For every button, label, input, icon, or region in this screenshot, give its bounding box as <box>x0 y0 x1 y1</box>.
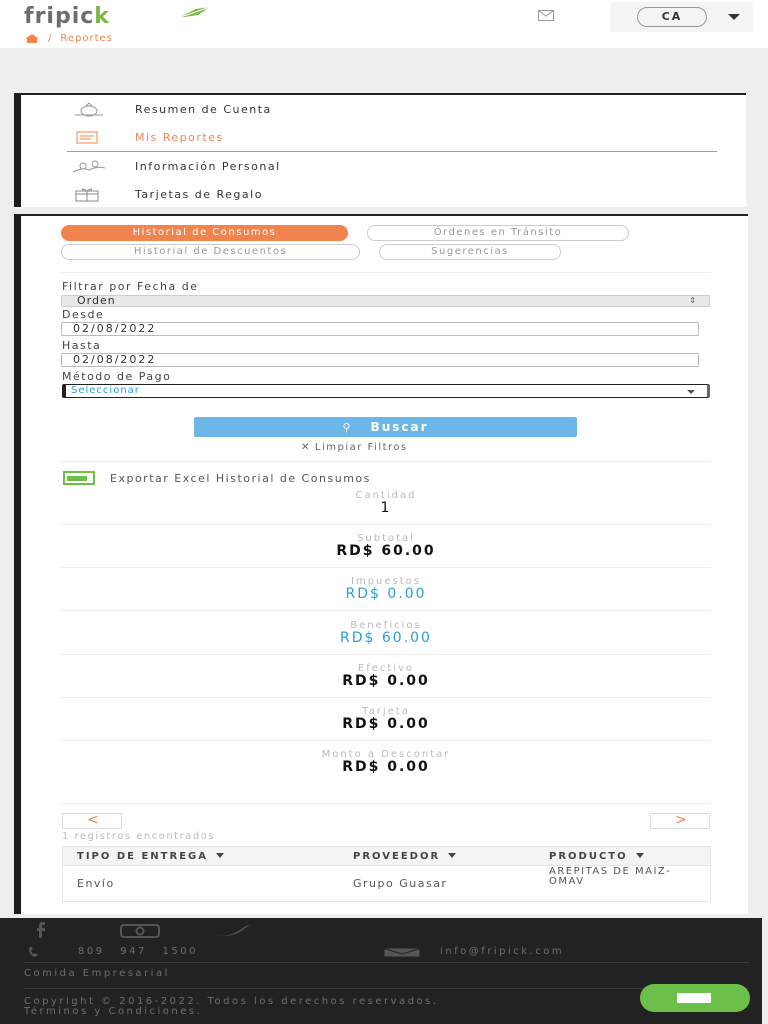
divider <box>61 610 711 611</box>
footer-copyright: Copyright © 2016-2022. Todos los derechos reservados. <box>24 996 439 1007</box>
menu-label: Mis Reportes <box>135 130 224 144</box>
reports-panel <box>14 214 748 914</box>
logo-k: k <box>94 4 110 29</box>
footer-divider <box>24 988 749 989</box>
email-icon <box>384 948 420 957</box>
twitter-icon[interactable] <box>214 924 254 938</box>
export-label: Exportar Excel Historial de Consumos <box>110 471 371 485</box>
tab-historial-consumos[interactable]: Historial de Consumos <box>61 225 348 241</box>
stat-value: RD$ 60.00 <box>336 543 436 559</box>
money-bag-icon <box>69 101 109 117</box>
desde-label: Desde <box>62 308 105 321</box>
footer-company-link[interactable]: Comida Empresarial <box>24 968 170 979</box>
menu-item-resumen[interactable] <box>69 101 272 117</box>
payment-method-value: Seleccionar <box>71 385 140 396</box>
instagram-icon[interactable] <box>120 924 160 938</box>
stat-value: RD$ 0.00 <box>342 716 430 732</box>
th-label: PRODUCTO <box>549 851 628 862</box>
stat-value: RD$ 0.00 <box>342 673 430 689</box>
th-proveedor[interactable] <box>353 851 456 862</box>
menu-label: Tarjetas de Regalo <box>135 187 263 201</box>
payment-method-select[interactable] <box>62 384 710 398</box>
stat-label: Impuestos <box>351 576 421 587</box>
users-icon <box>69 158 109 174</box>
divider <box>61 272 711 273</box>
updown-icon: ⇕ <box>689 296 697 305</box>
next-page-button[interactable]: > <box>650 813 710 829</box>
menu-item-reportes[interactable] <box>69 129 224 145</box>
active-underline <box>67 151 717 152</box>
desde-input[interactable]: 02/08/2022 <box>61 322 699 336</box>
stat-value: RD$ 0.00 <box>345 586 427 602</box>
gift-icon <box>69 186 109 202</box>
divider <box>61 524 711 525</box>
records-count: 1 registros encontrados <box>62 831 216 842</box>
sort-icon <box>216 853 224 858</box>
divider <box>61 697 711 698</box>
report-icon <box>69 129 109 145</box>
header <box>0 0 768 48</box>
hasta-label: Hasta <box>62 339 102 352</box>
cell-tipo-entrega: Envío <box>77 877 115 890</box>
menu-item-tarjetas[interactable] <box>69 186 263 202</box>
language-selector[interactable] <box>610 2 753 32</box>
caret-down-icon <box>687 390 695 394</box>
caret-down-icon <box>728 14 740 20</box>
search-button[interactable] <box>194 417 577 437</box>
breadcrumb <box>24 33 113 44</box>
th-producto[interactable] <box>549 851 644 862</box>
stat-label: Subtotal <box>357 533 415 544</box>
phone-icon <box>27 946 47 958</box>
footer <box>0 918 762 1024</box>
th-tipo-entrega[interactable] <box>77 851 224 862</box>
cell-producto: AREPITAS DE MAIZ-OMAV <box>549 866 672 887</box>
logo[interactable] <box>24 4 110 29</box>
menu-label: Información Personal <box>135 159 281 173</box>
stat-label: Monto a Descontar <box>321 749 451 760</box>
payment-method-label: Método de Pago <box>62 370 172 383</box>
excel-icon <box>63 471 95 485</box>
stat-label: Beneficios <box>350 620 422 631</box>
divider <box>61 567 711 568</box>
tab-historial-descuentos[interactable]: Historial de Descuentos <box>61 244 360 260</box>
th-label: PROVEEDOR <box>353 851 441 862</box>
table-row[interactable] <box>62 866 711 902</box>
chat-bubble-icon <box>677 993 711 1003</box>
tab-sugerencias[interactable]: Sugerencias <box>379 244 561 260</box>
stat-value: 1 <box>380 500 392 516</box>
footer-terms-link[interactable]: Términos y Condiciones. <box>24 1006 203 1017</box>
chat-button[interactable] <box>640 984 750 1012</box>
filter-date-select[interactable] <box>61 295 710 307</box>
hasta-input[interactable]: 02/08/2022 <box>61 353 699 367</box>
th-label: TIPO DE ENTREGA <box>77 851 208 862</box>
account-menu <box>14 93 746 207</box>
tab-ordenes-transito[interactable]: Órdenes en Tránsito <box>367 225 629 241</box>
clear-filters-button[interactable] <box>301 442 408 453</box>
prev-page-button[interactable]: < <box>62 813 122 829</box>
leaf-icon <box>176 5 212 19</box>
stat-label: Tarjeta <box>362 706 410 717</box>
facebook-icon[interactable] <box>34 922 48 938</box>
breadcrumb-separator: / <box>48 33 53 44</box>
footer-email[interactable]: info@fripick.com <box>440 946 565 957</box>
clear-filters-label: Limpiar Filtros <box>314 442 408 453</box>
cell-proveedor: Grupo Guasar <box>353 877 448 890</box>
stat-value: RD$ 60.00 <box>340 630 432 646</box>
menu-label: Resumen de Cuenta <box>135 102 272 116</box>
export-excel-link[interactable] <box>63 471 371 485</box>
stat-value: RD$ 0.00 <box>342 759 430 775</box>
filter-date-value: Orden <box>77 294 116 307</box>
stat-label: Efectivo <box>357 663 415 674</box>
sort-icon <box>448 853 456 858</box>
menu-item-info-personal[interactable] <box>69 158 281 174</box>
search-button-label: Buscar <box>370 420 429 434</box>
close-icon: ✕ <box>301 442 311 453</box>
divider <box>61 740 711 741</box>
divider <box>61 461 711 462</box>
search-icon: ⚲ <box>342 421 353 434</box>
mail-icon[interactable] <box>538 10 554 21</box>
footer-phone[interactable]: 809 947 1500 <box>78 946 198 957</box>
sort-icon <box>636 853 644 858</box>
divider <box>61 803 711 804</box>
home-icon[interactable] <box>24 33 40 44</box>
filter-date-label: Filtrar por Fecha de <box>62 280 199 293</box>
stat-label: Cantidad <box>355 490 417 501</box>
logo-text: fripic <box>24 4 95 29</box>
breadcrumb-current: Reportes <box>60 33 113 44</box>
table-header <box>62 846 711 866</box>
footer-divider <box>24 962 749 963</box>
divider <box>61 654 711 655</box>
language-pill: CA <box>637 7 707 27</box>
